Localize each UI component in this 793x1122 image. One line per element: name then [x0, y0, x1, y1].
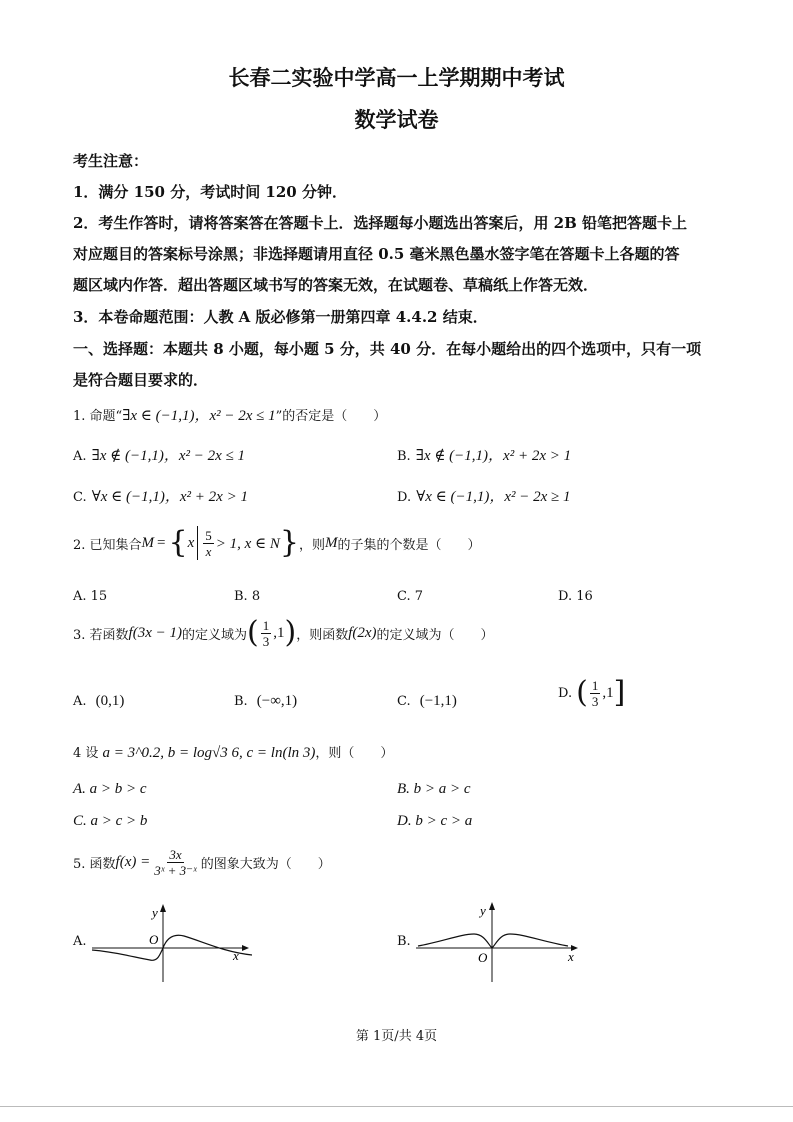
- q3-mid: 的定义域为: [181, 627, 247, 643]
- q2-bar: [197, 526, 198, 560]
- q5-option-b-label: B.: [397, 934, 411, 949]
- q3-option-d-fraction: [590, 679, 601, 708]
- q3-d-num: 1: [591, 677, 599, 693]
- q5-fraction: [152, 848, 198, 877]
- q2-brace-open: {: [168, 525, 188, 560]
- q1-option-a-label: A.: [73, 449, 87, 464]
- q5-option-a-label: A.: [73, 934, 87, 949]
- q3-f2: f(2x): [348, 624, 377, 641]
- q2-condition: > 1, x ∈ N: [215, 535, 280, 552]
- q3-option-d: D. ( $\frac{1}{3}$ ,1 ]: [558, 675, 626, 710]
- q3-option-b-text: (−∞,1): [256, 693, 298, 709]
- q5-a-x-arrow: [242, 945, 249, 951]
- q2-eq: =: [157, 534, 166, 551]
- q1-option-a: [73, 444, 245, 465]
- q2-option-c: C. 7: [397, 589, 424, 604]
- q5-b-y-label: y: [480, 903, 486, 918]
- q3-option-c: [397, 690, 457, 710]
- q5-suffix: 的图象大致为（ ）: [200, 857, 331, 872]
- q5-b-x-label: x: [568, 949, 574, 964]
- q5-b-origin-label: O: [478, 950, 488, 965]
- q2-brace-close: }: [279, 525, 300, 560]
- q4-option-b: B. b > a > c: [397, 781, 471, 797]
- q4-option-d: D. b > c > a: [397, 813, 473, 829]
- page-title: 长春二实验中学高一上学期期中考试: [228, 65, 565, 90]
- q5-a-x-label: x: [233, 948, 239, 963]
- q5-option-b-graph: [416, 898, 582, 982]
- q3-mid2: ，则函数: [296, 627, 349, 643]
- page-footer: 第 1页/共 4页: [355, 1029, 438, 1044]
- q2-suffix-a: ，则: [299, 537, 326, 553]
- q3-option-a-label: A.: [73, 694, 87, 709]
- q3-option-a: [73, 690, 124, 710]
- notice-item-3: 3．本卷命题范围：人教 A 版必修第一册第四章 4.4.2 结束．: [73, 308, 488, 326]
- question-4: [73, 742, 393, 762]
- q3-option-c-label: C.: [397, 694, 411, 709]
- question-5: [73, 848, 331, 877]
- q1-option-c: [73, 485, 248, 506]
- q2-suffix-m: M: [325, 534, 338, 551]
- q3-option-b: [234, 690, 297, 710]
- q5-b-y-arrow: [489, 902, 495, 910]
- question-3: 3. 若函数 f(3x − 1) 的定义域为 ( $\frac{1}{3}$ ,1 ) ，则函数 f(2x) 的定义域为（ ）: [73, 615, 494, 650]
- q5-a-y-label: y: [152, 905, 158, 920]
- q1-option-b-label: B.: [397, 449, 411, 464]
- notice-item-2-line1: 2．考生作答时，请将答案答在答题卡上．选择题每小题选出答案后，用 2B 铅笔把答题卡上: [73, 214, 688, 232]
- q3-option-b-label: B.: [234, 694, 248, 709]
- q3-dom-tail: ,1: [273, 624, 285, 641]
- q5-function: f(x) =: [115, 854, 151, 870]
- q5-frac-num: 3x: [169, 847, 182, 862]
- q2-frac-num: 5: [205, 527, 212, 543]
- notice-item-2-line3: 题区域内作答．超出答题区域书写的答案无效，在试题卷、草稿纸上作答无效．: [73, 276, 599, 294]
- q1-option-c-label: C.: [73, 490, 87, 505]
- q1-option-a-text: ∃x ∉ (−1,1)，x² − 2x ≤ 1: [91, 448, 246, 464]
- q2-frac-den: x: [205, 543, 212, 559]
- q2-option-d: D. 16: [558, 589, 593, 604]
- section-heading-line1: 一、选择题：本题共 8 小题，每小题 5 分，共 40 分．在每小题给出的四个选项中，只有一项: [73, 340, 702, 358]
- q4-option-c: C. a > c > b: [73, 813, 148, 829]
- q2-set-name: M: [141, 534, 155, 551]
- q3-option-d-label: D.: [558, 685, 573, 701]
- q2-suffix-b: 的子集的个数是（ ）: [337, 537, 481, 553]
- q5-b-curve: [418, 934, 568, 948]
- q4-option-a: A. a > b > c: [73, 781, 147, 797]
- q1-suffix: ”的否定是（ ）: [275, 409, 387, 424]
- q1-prefix: 1. 命题“: [73, 409, 123, 424]
- q3-domain-fraction: [261, 619, 272, 648]
- q3-option-a-text: (0,1): [95, 693, 125, 709]
- q3-suffix: 的定义域为（ ）: [376, 627, 494, 643]
- page-bottom-divider: [0, 1106, 793, 1107]
- q1-option-d-text: ∀x ∈ (−1,1)，x² − 2x ≥ 1: [416, 489, 571, 505]
- notice-item-1: 1．满分 150 分，考试时间 120 分钟．: [73, 183, 347, 201]
- q2-option-b: B. 8: [234, 589, 261, 604]
- notice-item-2-line2: 对应题目的答案标号涂黑；非选择题请用直径 0.5 毫米黑色墨水签字笔在答题卡上各题的答: [73, 245, 680, 263]
- q3-dom-den: 3: [262, 633, 270, 649]
- q1-option-b-text: ∃x ∉ (−1,1)，x² + 2x > 1: [415, 448, 572, 464]
- q5-a-y-arrow: [160, 904, 166, 912]
- q2-var: x: [187, 534, 195, 551]
- question-1: [73, 404, 386, 425]
- section-heading-line2: 是符合题目要求的．: [73, 371, 209, 389]
- q3-option-c-text: (−1,1): [419, 693, 457, 709]
- q4-prefix: 4 设: [73, 746, 103, 761]
- q1-statement: ∃x ∈ (−1,1)，x² − 2x ≤ 1: [122, 408, 276, 424]
- q1-option-d-label: D.: [397, 490, 412, 505]
- question-2: [73, 526, 481, 560]
- q3-f1: f(3x − 1): [128, 624, 182, 641]
- q1-option-c-text: ∀x ∈ (−1,1)，x² + 2x > 1: [91, 489, 248, 505]
- q3-d-den: 3: [591, 693, 599, 709]
- q5-frac-den: 3ˣ + 3⁻ˣ: [154, 863, 197, 878]
- q3-dom-num: 1: [262, 617, 270, 633]
- q3-prefix: 3. 若函数: [73, 627, 129, 643]
- q4-definitions: a = 3^0.2, b = log√3 6, c = ln(ln 3): [102, 745, 316, 761]
- q2-prefix: 2. 已知集合: [73, 537, 142, 553]
- page-subtitle: 数学试卷: [354, 107, 439, 132]
- q2-fraction: [203, 529, 214, 558]
- q5-a-origin-label: O: [149, 932, 159, 947]
- q1-option-d: [397, 485, 571, 506]
- q5-prefix: 5. 函数: [73, 857, 116, 872]
- q1-option-b: [397, 444, 571, 465]
- q5-option-a-graph: [92, 900, 252, 982]
- q2-option-a: A. 15: [73, 589, 108, 604]
- q3-d-tail: ,1: [602, 684, 614, 701]
- notice-heading: 考生注意：: [73, 152, 149, 170]
- q4-suffix: ，则（ ）: [315, 746, 394, 761]
